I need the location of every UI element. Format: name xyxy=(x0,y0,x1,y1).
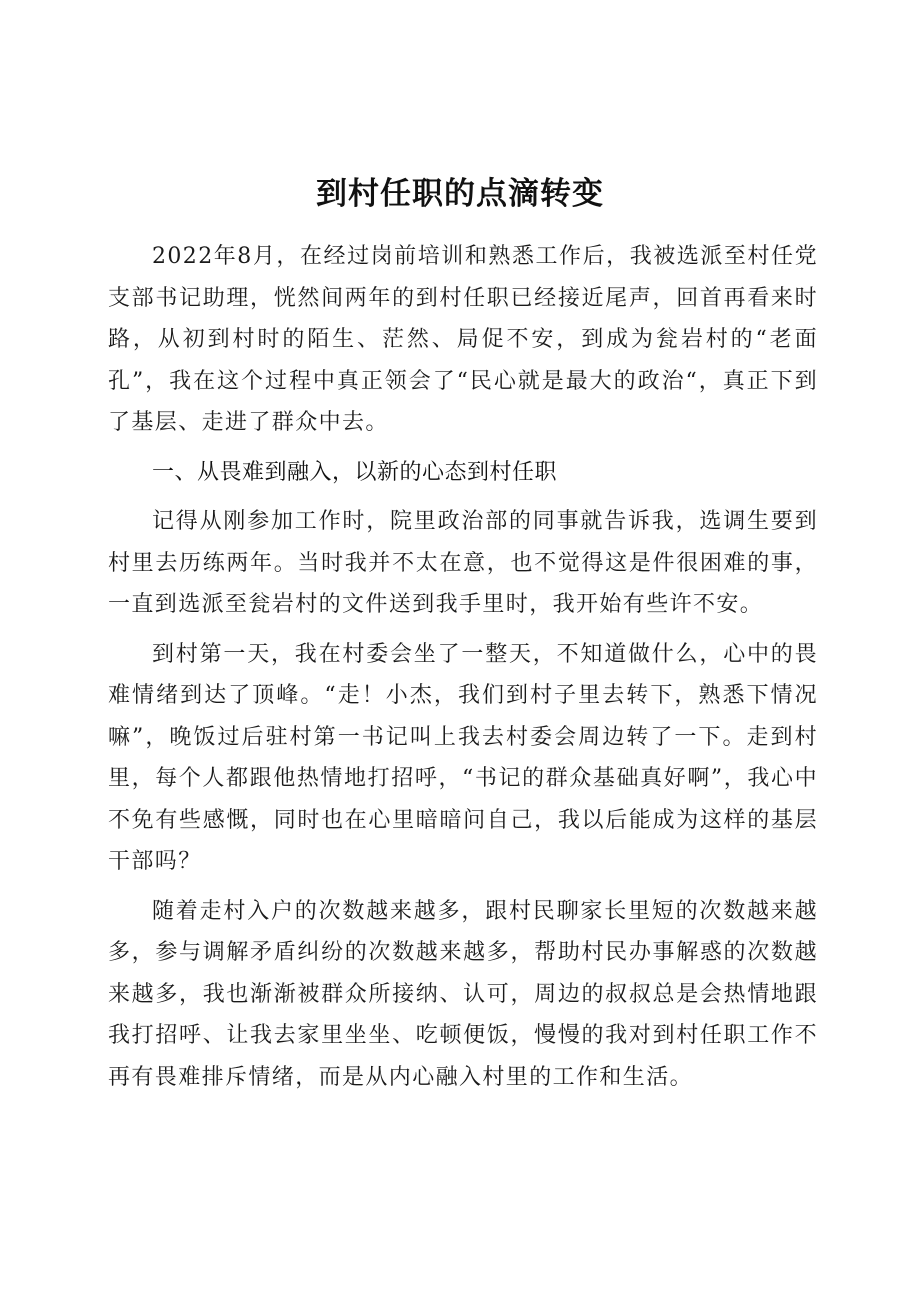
body-paragraph: 到村第一天，我在村委会坐了一整天，不知道做什么，心中的畏难情绪到达了顶峰。“走！小杰，我们到村子里去转下，熟悉下情况嘛”，晚饭过后驻村第一书记叫上我去村委会周边转了一下。走到村里，每个人都跟他热情地打招呼，“书记的群众基础真好啊”，我心中不免有些感慨，同时也在心里暗暗问自己，我以后能成为这样的基层干部吗？ xyxy=(108,641,818,874)
spacer xyxy=(108,493,818,501)
intro-paragraph: 2022年8月，在经过岗前培训和熟悉工作后，我被选派至村任党支部书记助理，恍然间两年的到村任职已经接近尾声，回首再看来时路，从初到村时的陌生、茫然、局促不安，到成为瓮岩村的“老面孔”，我在这个过程中真正领会了“民心就是最大的政治“，真正下到了基层、走进了群众中去。 xyxy=(108,244,818,435)
spacer xyxy=(108,883,818,891)
spacer xyxy=(108,444,818,452)
document-title: 到村任职的点滴转变 xyxy=(316,176,604,212)
body-paragraph: 记得从刚参加工作时，院里政治部的同事就告诉我，选调生要到村里去历练两年。当时我并不太在意，也不觉得这是件很困难的事，一直到选派至瓮岩村的文件送到我手里时，我开始有些许不安。 xyxy=(108,509,818,617)
section-heading: 一、从畏难到融入，以新的心态到村任职 xyxy=(152,459,558,485)
spacer xyxy=(108,626,818,634)
body-paragraph: 随着走村入户的次数越来越多，跟村民聊家长里短的次数越来越多，参与调解矛盾纠纷的次数越来越多，帮助村民办事解惑的次数越来越多，我也渐渐被群众所接纳、认可，周边的叔叔总是会热情地跟我打招呼、让我去家里坐坐、吃顿便饭，慢慢的我对到村任职工作不再有畏难排斥情绪，而是从内心融入村里的工作和生活。 xyxy=(108,898,818,1090)
document-body xyxy=(108,236,818,1098)
